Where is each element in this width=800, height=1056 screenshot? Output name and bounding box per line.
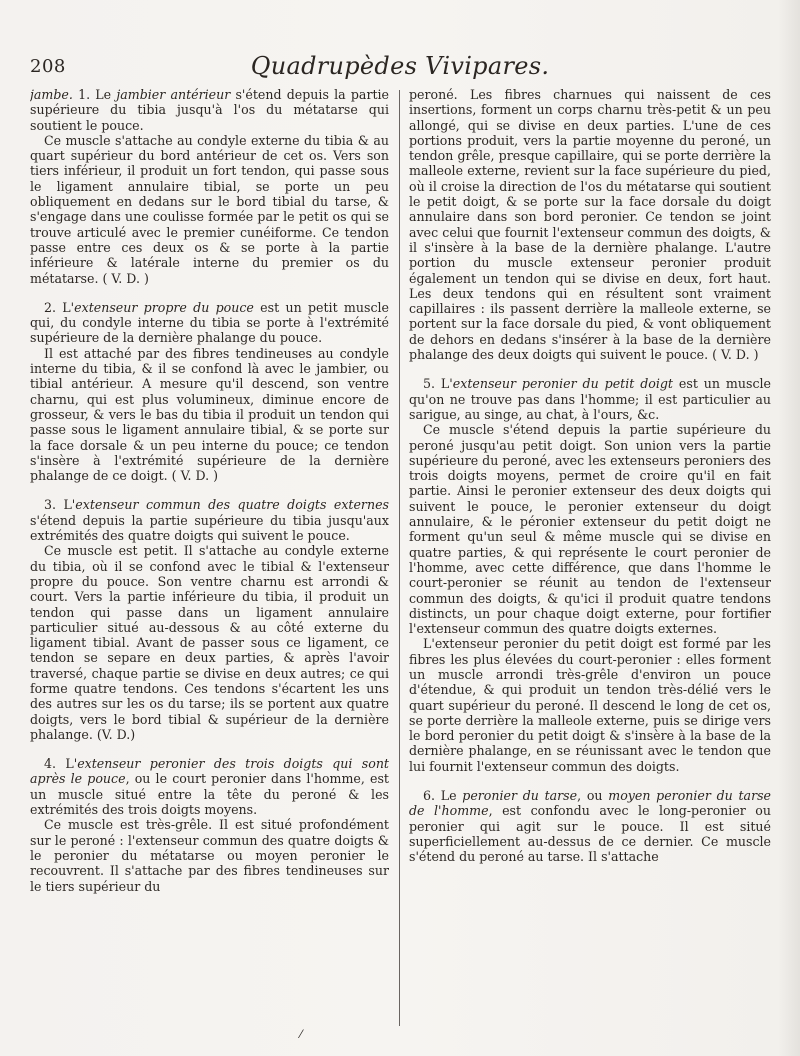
signature-mark: ⁄ bbox=[300, 1028, 302, 1041]
running-title: Quadrupèdes Vivipares. bbox=[250, 52, 550, 80]
section-4-paragraph: 4. L'extenseur peronier des trois doigts qui sont après le pouce, ou le court peronier dans l'homme, est un muscle situé entre la tête du peroné & les extrémités des trois doigts moyens. bbox=[30, 756, 389, 818]
right-column bbox=[409, 87, 771, 1018]
muscle-term: moyen peronier du tarse de l'homme bbox=[409, 788, 771, 819]
section-5-paragraph: 5. L'extenseur peronier du petit doigt est un muscle qu'on ne trouve pas dans l'homme; il est particulier au sarigue, au singe, au chat, à l'ours, &c. bbox=[409, 376, 771, 422]
muscle-term: jambier antérieur bbox=[116, 87, 231, 102]
section-1-paragraph-2: Ce muscle s'attache au condyle externe du tibia & au quart supérieur du bord antérieur de cet os. Vers son tiers inférieur, il produit un fort tendon, qui passe sous le ligament annulaire tibial, se porte un peu obliquement en dedans sur le bord tibial du tarse, & s'engage dans une coulisse formée par le petit os qui se trouve articulé avec le premier cunéiforme. Ce tendon passe entre ces deux os & se porte à la partie inférieure & latérale interne du premier os du métatarse. ( V. D. ) bbox=[30, 132, 389, 286]
muscle-term: extenseur propre du pouce bbox=[74, 299, 254, 315]
page-header bbox=[30, 52, 770, 86]
margin-label: jambe. bbox=[30, 87, 73, 102]
column-divider bbox=[399, 90, 400, 1026]
section-6-paragraph: 6. Le peronier du tarse, ou moyen peronier du tarse de l'homme, est confondu avec le long-peronier ou peronier qui agit sur le pouce. Il est situé superficiellement au-dessus de ce dernier. Ce muscle s'étend du peroné au tarse. Il s'attache bbox=[409, 788, 771, 865]
section-5-paragraph-3: L'extenseur peronier du petit doigt est formé par les fibres les plus élevées du court-peronier : elles forment un muscle arrondi très-grêle d'environ un pouce d'étendue, & qui produit un tendon très-délié vers le quart supérieur du peroné. Il descend le long de cet os, se porte derrière la malleole externe, puis se dirige vers le bord peronier du petit doigt & s'insère à la base de la dernière phalange, en se réunissant avec le tendon que lui fournit l'extenseur commun des doigts. bbox=[409, 636, 771, 774]
page-edge-shadow bbox=[778, 0, 800, 1056]
muscle-term: extenseur commun des quatre doigts externes bbox=[75, 497, 389, 513]
page-number: 208 bbox=[30, 56, 66, 77]
muscle-term: peronier du tarse bbox=[462, 788, 578, 804]
section-1-paragraph: jambe. 1. Le jambier antérieur s'étend depuis la partie supérieure du tibia jusqu'à l'os du métatarse qui soutient le pouce. bbox=[30, 87, 389, 133]
muscle-term: extenseur peronier du petit doigt bbox=[452, 376, 673, 392]
left-column bbox=[30, 87, 389, 1018]
muscle-term: extenseur peronier des trois doigts qui sont après le pouce bbox=[30, 756, 389, 787]
section-4-paragraph-2: Ce muscle est très-grêle. Il est situé profondément sur le peroné : l'extenseur commun des quatre doigts & le peronier du métatarse ou moyen peronier le recouvrent. Il s'attache par des fibres tendineuses sur le tiers supérieur du bbox=[30, 817, 389, 894]
section-2-paragraph-2: Il est attaché par des fibres tendineuses au condyle interne du tibia, & il se confond là avec le jambier, ou tibial antérieur. A mesure qu'il descend, son ventre charnu, qui est plus volumineux, diminue encore de grosseur, & vers le bas du tibia il produit un tendon qui passe sous le ligament annulaire tibial, & se porte sur la face dorsale & un peu interne du pouce; ce tendon s'insère à l'extrémité supérieure de la dernière phalange de ce doigt. ( V. D. ) bbox=[30, 345, 389, 484]
section-3-paragraph-2: Ce muscle est petit. Il s'attache au condyle externe du tibia, où il se confond avec le tibial & l'extenseur propre du pouce. Son ventre charnu est arrondi & court. Vers la partie inférieure du tibia, il produit un tendon qui passe dans un ligament annulaire particulier situé au-dessous & au côté externe du ligament tibial. Avant de passer sous ce ligament, ce tendon se separe en deux parties, & après l'avoir traversé, chaque partie se divise en deux autres; ce qui forme quatre tendons. Ces tendons s'écartent les uns des autres sur les os du tarse; ils se portent aux quatre doigts, vers le bord tibial & supérieur de la dernière phalange. (V. D.) bbox=[30, 543, 389, 742]
section-5-paragraph-2: Ce muscle s'étend depuis la partie supérieure du peroné jusqu'au petit doigt. Son union vers la partie supérieure du peroné, avec les extenseurs peroniers des trois doigts moyens, permet de croire qu'il en fait partie. Ainsi le peronier extenseur des deux doigts qui suivent le pouce, le peronier extenseur du doigt annulaire, & le péronier extenseur du petit doigt ne forment qu'un seul & même muscle qui se divise en quatre parties, & qui représente le court peronier de l'homme, avec cette différence, que dans l'homme le court-peronier se réunit au tendon de l'extenseur commun des doigts, & qu'ici il produit quatre tendons distincts, un pour chaque doigt externe, pour fortifier l'extenseur commun des quatre doigts externes. bbox=[409, 422, 771, 637]
section-3-paragraph: 3. L'extenseur commun des quatre doigts externes s'étend depuis la partie supérieure du tibia jusqu'aux extrémités des quatre doigts qui suivent le pouce. bbox=[30, 497, 389, 544]
continued-paragraph: peroné. Les fibres charnues qui naissent de ces insertions, forment un corps charnu très-petit & un peu allongé, qui se divise en deux parties. L'une de ces portions produit, vers la partie moyenne du peroné, un tendon grêle, presque capillaire, qui se porte derrière la malleole externe, revient sur la face supérieure du pied, où il croise la direction de l'os du métatarse qui soutient le petit doigt, & se porte sur la face dorsale du doigt annulaire dans son bord peronier. Ce tendon se joint avec celui que fournit l'extenseur commun des doigts, & il s'insère à la base de la dernière phalange. L'autre portion du muscle extenseur peronier produit également un tendon qui se divise en deux, fort haut. Les deux tendons qui en résultent sont vraiment capillaires : ils passent derrière la malleole externe, se portent sur la face dorsale du pied, & vont obliquement de dehors en dedans s'insérer à la base de la dernière phalange des deux doigts qui suivent le pouce. ( V. D. ) bbox=[409, 87, 771, 363]
section-2-paragraph: 2. L'extenseur propre du pouce est un petit muscle qui, du condyle interne du tibia se porte à l'extrémité supérieure de la dernière phalange du pouce. bbox=[30, 299, 389, 346]
